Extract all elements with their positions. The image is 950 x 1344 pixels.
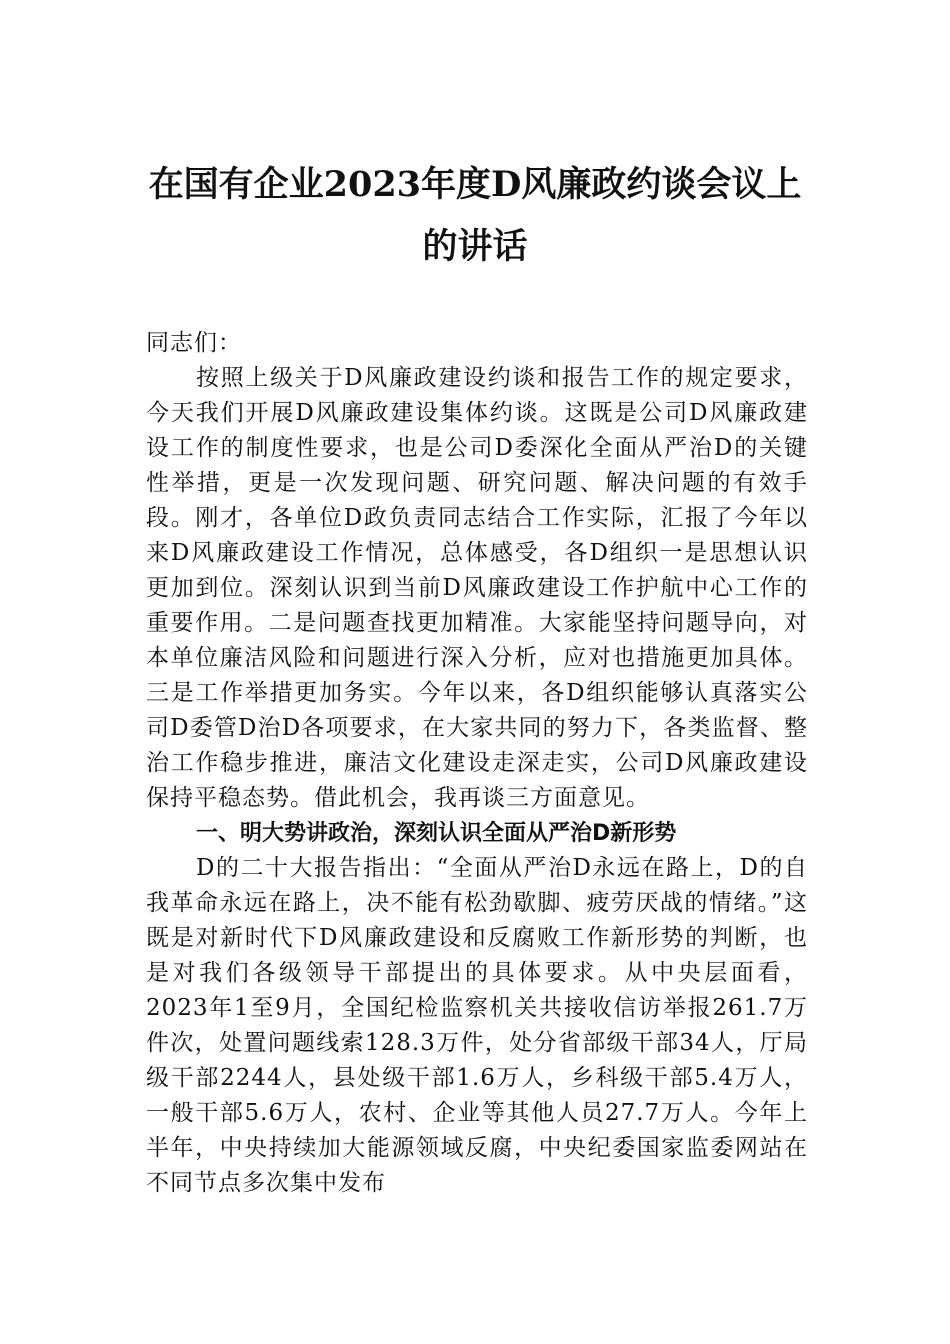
document-body: [146, 326, 808, 1201]
salutation: 同志们：: [146, 330, 242, 356]
document-title: 在国有企业2023年度D风廉政约谈会议上的讲话: [148, 164, 802, 267]
section-heading-1: 一、明大势讲政治，深刻认识全面从严治D新形势: [196, 821, 677, 846]
intro-paragraph: 按照上级关于D风廉政建设约谈和报告工作的规定要求，今天我们开展D风廉政建设集体约谈。这既是公司D风廉政建设工作的制度性要求，也是公司D委深化全面从严治D的关键性举措，更是一次发现问题、研究问题、解决问题的有效手段。刚才，各单位D政负责同志结合工作实际，汇报了今年以来D风廉政建设工作情况，总体感受，各D组织一是思想认识更加到位。深刻认识到当前D风廉政建设工作护航中心工作的重要作用。二是问题查找更加精准。大家能坚持问题导向，对本单位廉洁风险和问题进行深入分析，应对也措施更加具体。三是工作举措更加务实。今年以来，各D组织能够认真落实公司D委管D治D各项要求，在大家共同的努力下，各类监督、整治工作稳步推进，廉洁文化建设走深走实，公司D风廉政建设保持平稳态势。借此机会，我再谈三方面意见。: [146, 365, 808, 811]
section-1-paragraph: D的二十大报告指出：“全面从严治D永远在路上，D的自我革命永远在路上，决不能有松劲歇脚、疲劳厌战的情绪。”这既是对新时代下D风廉政建设和反腐败工作新形势的判断，也是对我们各级领导干部提出的具体要求。从中央层面看，2023年1至9月，全国纪检监察机关共接收信访举报261.7万件次，处置问题线索128.3万件，处分省部级干部34人，厅局级干部2244人，县处级干部1.6万人，乡科级干部5.4万人，一般干部5.6万人，农村、企业等其他人员27.7万人。今年上半年，中央持续加大能源领域反腐，中央纪委国家监委网站在不同节点多次集中发布: [146, 855, 808, 1196]
